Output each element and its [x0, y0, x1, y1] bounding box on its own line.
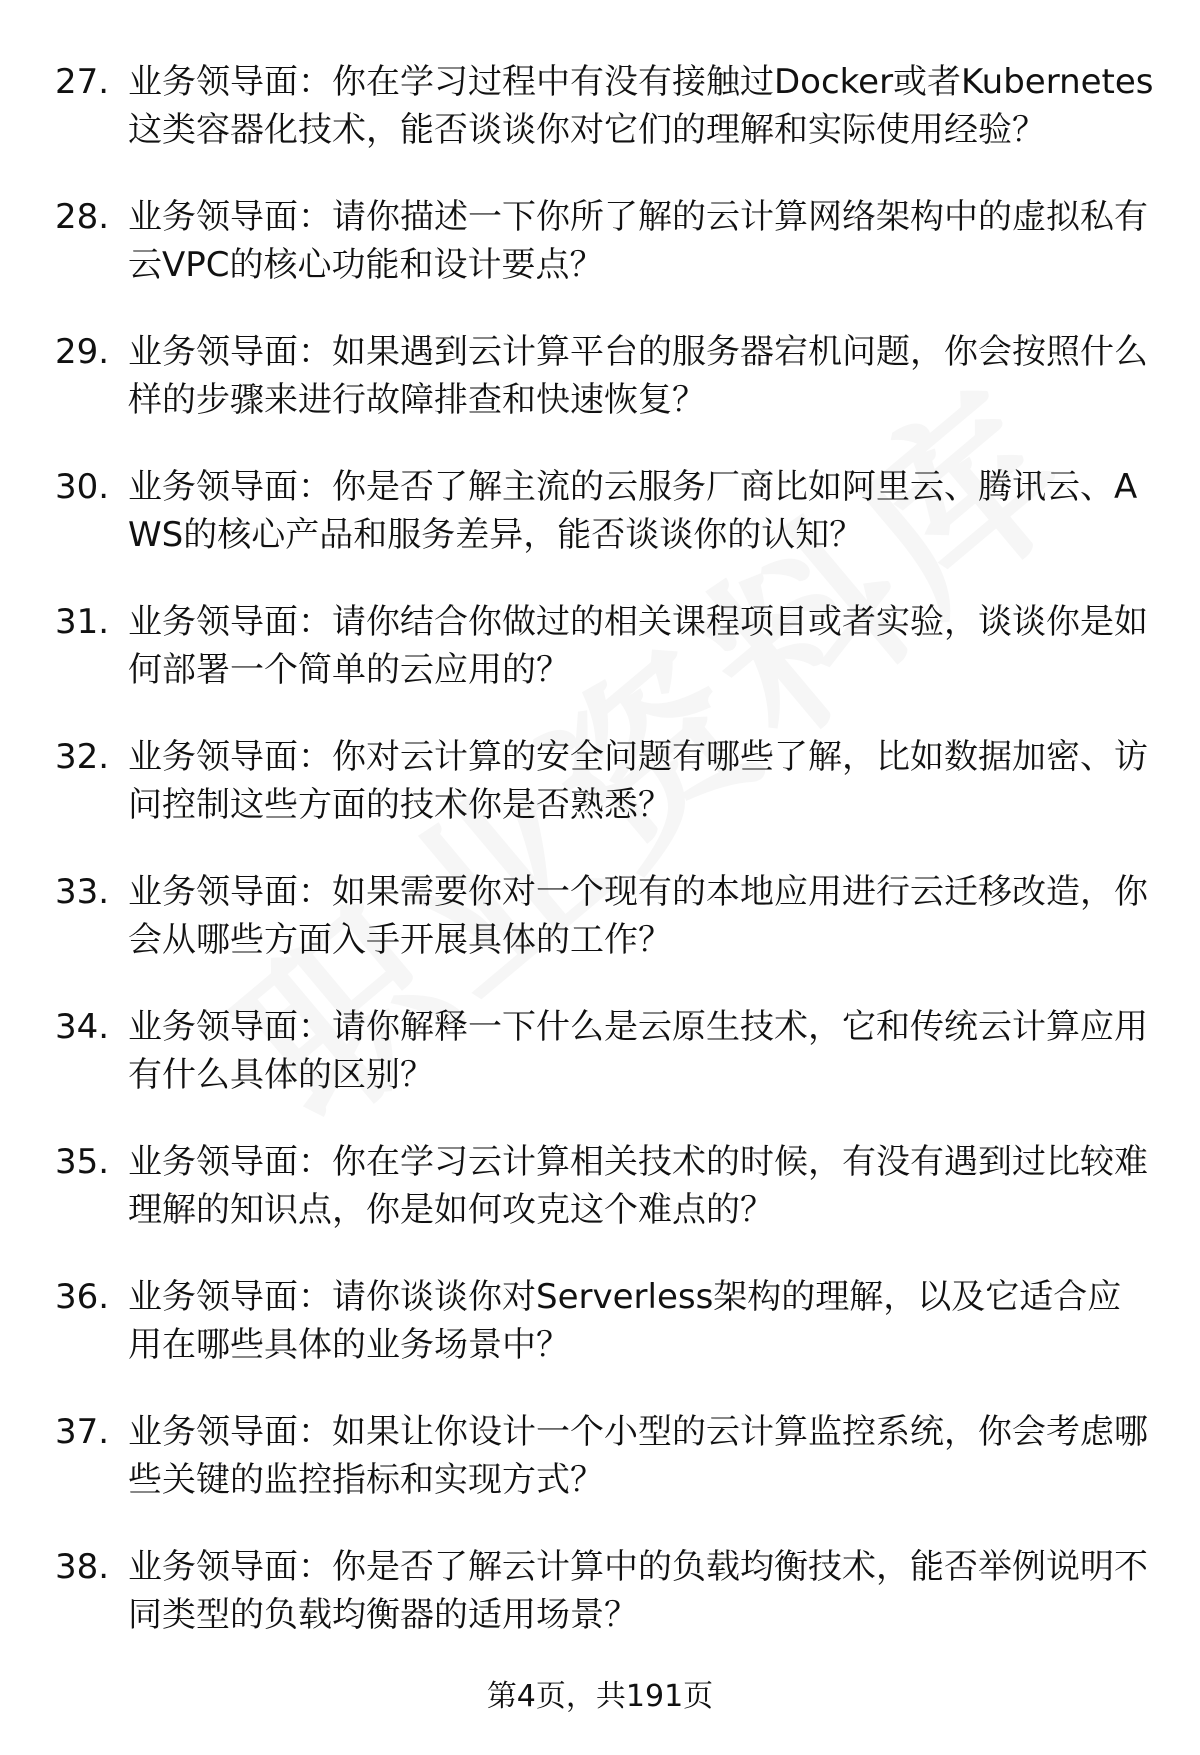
list-item — [55, 598, 1155, 694]
question-text: 业务领导面：你对云计算的安全问题有哪些了解，比如数据加密、访问控制这些方面的技术你是否熟悉？ — [128, 737, 1148, 825]
question-text: 业务领导面：请你解释一下什么是云原生技术，它和传统云计算应用有什么具体的区别？ — [128, 1007, 1148, 1095]
list-item — [55, 1003, 1155, 1099]
list-item — [55, 1273, 1155, 1369]
question-number: 36. — [55, 1277, 110, 1317]
question-text: 业务领导面：你是否了解主流的云服务厂商比如阿里云、腾讯云、AWS的核心产品和服务差异，能否谈谈你的认知？ — [128, 467, 1138, 555]
question-number: 31. — [55, 602, 110, 642]
list-item — [55, 193, 1155, 289]
question-text: 业务领导面：你在学习过程中有没有接触过Docker或者Kubernetes这类容器化技术，能否谈谈你对它们的理解和实际使用经验？ — [128, 62, 1154, 150]
list-item — [55, 1543, 1155, 1639]
question-text: 业务领导面：如果让你设计一个小型的云计算监控系统，你会考虑哪些关键的监控指标和实现方式？ — [128, 1412, 1148, 1500]
list-item — [55, 1138, 1155, 1234]
list-item — [55, 58, 1155, 154]
list-item — [55, 1408, 1155, 1504]
question-text: 业务领导面：如果需要你对一个现有的本地应用进行云迁移改造，你会从哪些方面入手开展具体的工作？ — [128, 872, 1148, 960]
question-number: 37. — [55, 1412, 110, 1452]
question-number: 38. — [55, 1547, 110, 1587]
question-text: 业务领导面：请你描述一下你所了解的云计算网络架构中的虚拟私有云VPC的核心功能和设计要点？ — [128, 197, 1148, 285]
question-text: 业务领导面：请你谈谈你对Serverless架构的理解，以及它适合应用在哪些具体的业务场景中？ — [128, 1277, 1122, 1365]
page-footer: 第4页，共191页 — [486, 1679, 714, 1714]
question-number: 29. — [55, 332, 110, 372]
question-number: 34. — [55, 1007, 110, 1047]
list-item — [55, 463, 1155, 559]
question-text: 业务领导面：你在学习云计算相关技术的时候，有没有遇到过比较难理解的知识点，你是如何攻克这个难点的？ — [128, 1142, 1148, 1230]
question-number: 33. — [55, 872, 110, 912]
question-number: 32. — [55, 737, 110, 777]
question-list — [55, 58, 1155, 1678]
list-item — [55, 328, 1155, 424]
list-item — [55, 868, 1155, 964]
question-number: 27. — [55, 62, 110, 102]
list-item — [55, 733, 1155, 829]
question-number: 28. — [55, 197, 110, 237]
question-number: 35. — [55, 1142, 110, 1182]
question-text: 业务领导面：你是否了解云计算中的负载均衡技术，能否举例说明不同类型的负载均衡器的适用场景？ — [128, 1547, 1148, 1635]
question-number: 30. — [55, 467, 110, 507]
question-text: 业务领导面：如果遇到云计算平台的服务器宕机问题，你会按照什么样的步骤来进行故障排查和快速恢复？ — [128, 332, 1148, 420]
question-text: 业务领导面：请你结合你做过的相关课程项目或者实验，谈谈你是如何部署一个简单的云应用的？ — [128, 602, 1148, 690]
